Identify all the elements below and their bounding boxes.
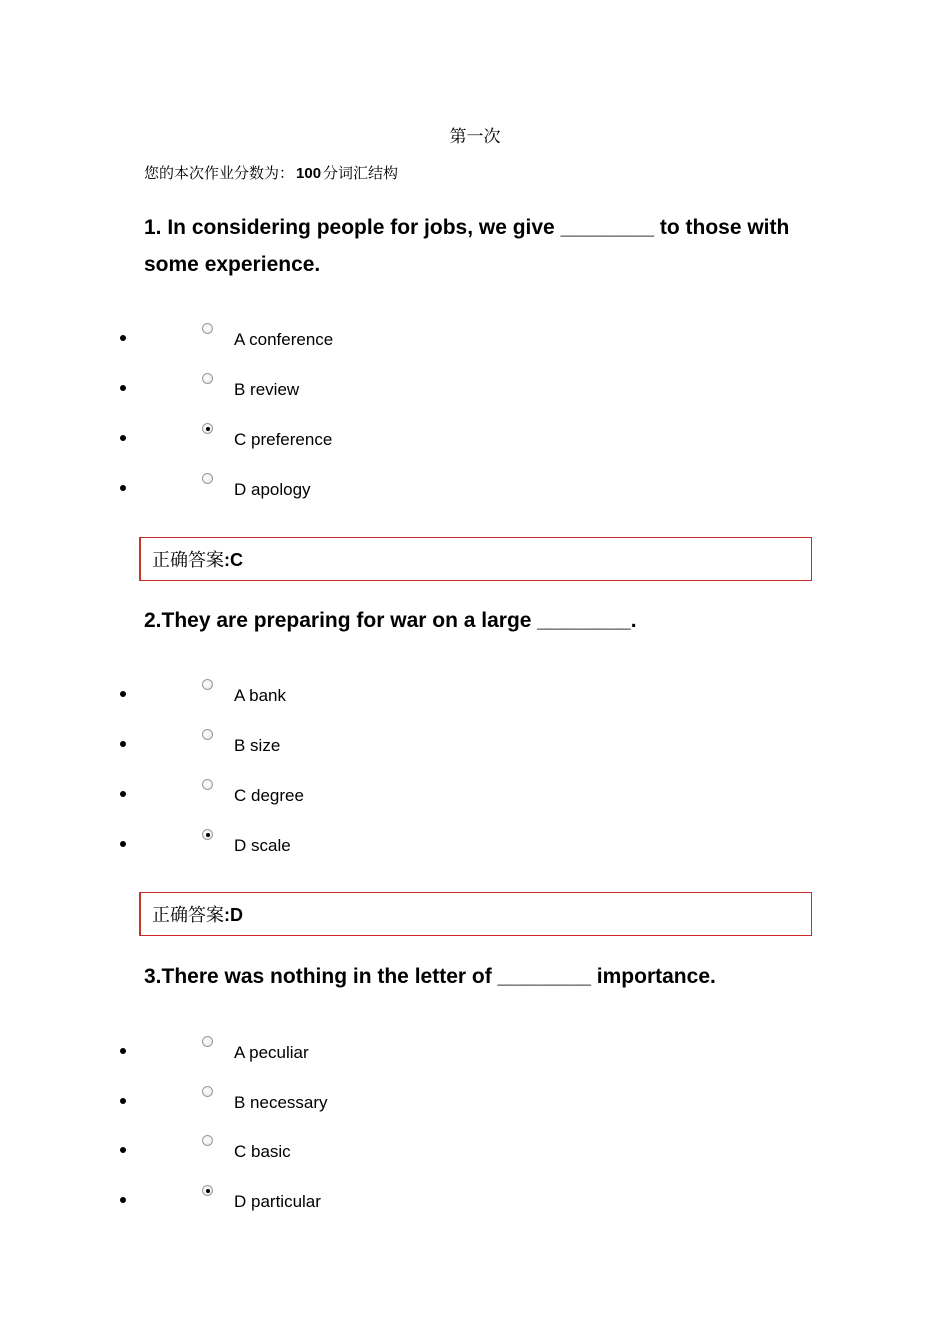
radio-icon[interactable] bbox=[202, 1135, 213, 1146]
question-1-answer-box bbox=[139, 537, 812, 581]
answer-value: :C bbox=[224, 550, 243, 570]
question-2-option-c[interactable] bbox=[0, 779, 600, 809]
option-label: D scale bbox=[234, 836, 291, 855]
answer-text bbox=[152, 901, 243, 927]
option-label: C basic bbox=[234, 1142, 291, 1161]
question-3-option-d[interactable] bbox=[0, 1185, 600, 1215]
option-label: B review bbox=[234, 380, 300, 399]
bullet-icon bbox=[120, 791, 126, 797]
question-2-option-b[interactable] bbox=[0, 729, 600, 759]
bullet-icon bbox=[120, 435, 126, 441]
radio-icon[interactable] bbox=[202, 473, 213, 484]
bullet-icon bbox=[120, 335, 126, 341]
option-label: B necessary bbox=[234, 1093, 328, 1112]
answer-label: 正确答案 bbox=[152, 905, 224, 926]
answer-text bbox=[152, 546, 243, 572]
question-1-text: 1. In considering people for jobs, we give ________ to those with some experience. bbox=[144, 216, 790, 276]
bullet-icon bbox=[120, 691, 126, 697]
question-1-option-c[interactable] bbox=[0, 423, 600, 453]
option-label: B size bbox=[234, 736, 281, 755]
score-prefix: 您的本次作业分数为： bbox=[144, 164, 295, 182]
score-suffix: 分词汇结构 bbox=[323, 164, 399, 182]
bullet-icon bbox=[120, 1098, 126, 1104]
radio-icon[interactable] bbox=[202, 779, 213, 790]
radio-selected-icon[interactable] bbox=[202, 423, 213, 434]
question-2-option-d[interactable] bbox=[0, 829, 600, 859]
question-2-answer-box bbox=[139, 892, 812, 936]
question-3-option-b[interactable] bbox=[0, 1086, 600, 1116]
question-2-option-a[interactable] bbox=[0, 679, 600, 709]
bullet-icon bbox=[120, 385, 126, 391]
bullet-icon bbox=[120, 1147, 126, 1153]
radio-icon[interactable] bbox=[202, 679, 213, 690]
radio-icon[interactable] bbox=[202, 1086, 213, 1097]
radio-icon[interactable] bbox=[202, 1036, 213, 1047]
question-2-text: 2.They are preparing for war on a large ________. bbox=[144, 609, 637, 632]
score-line bbox=[144, 162, 398, 183]
score-value: 100 bbox=[296, 165, 322, 182]
bullet-icon bbox=[120, 841, 126, 847]
question-3-option-a[interactable] bbox=[0, 1036, 600, 1066]
bullet-icon bbox=[120, 1197, 126, 1203]
option-label: C preference bbox=[234, 430, 333, 449]
option-label: D apology bbox=[234, 480, 311, 499]
option-label: D particular bbox=[234, 1192, 321, 1211]
option-label: A peculiar bbox=[234, 1043, 309, 1062]
question-1-option-b[interactable] bbox=[0, 373, 600, 403]
radio-icon[interactable] bbox=[202, 373, 213, 384]
bullet-icon bbox=[120, 485, 126, 491]
radio-icon[interactable] bbox=[202, 729, 213, 740]
radio-selected-icon[interactable] bbox=[202, 829, 213, 840]
question-3-text: 3.There was nothing in the letter of ________ importance. bbox=[144, 965, 716, 988]
question-1-option-a[interactable] bbox=[0, 323, 600, 353]
question-1-option-d[interactable] bbox=[0, 473, 600, 503]
question-3-option-c[interactable] bbox=[0, 1135, 600, 1165]
option-label: C degree bbox=[234, 786, 304, 805]
bullet-icon bbox=[120, 741, 126, 747]
page-title: 第一次 bbox=[449, 127, 501, 147]
answer-value: :D bbox=[224, 905, 243, 925]
bullet-icon bbox=[120, 1048, 126, 1054]
radio-icon[interactable] bbox=[202, 323, 213, 334]
option-label: A bank bbox=[234, 686, 286, 705]
answer-label: 正确答案 bbox=[152, 550, 224, 571]
option-label: A conference bbox=[234, 330, 334, 349]
radio-selected-icon[interactable] bbox=[202, 1185, 213, 1196]
